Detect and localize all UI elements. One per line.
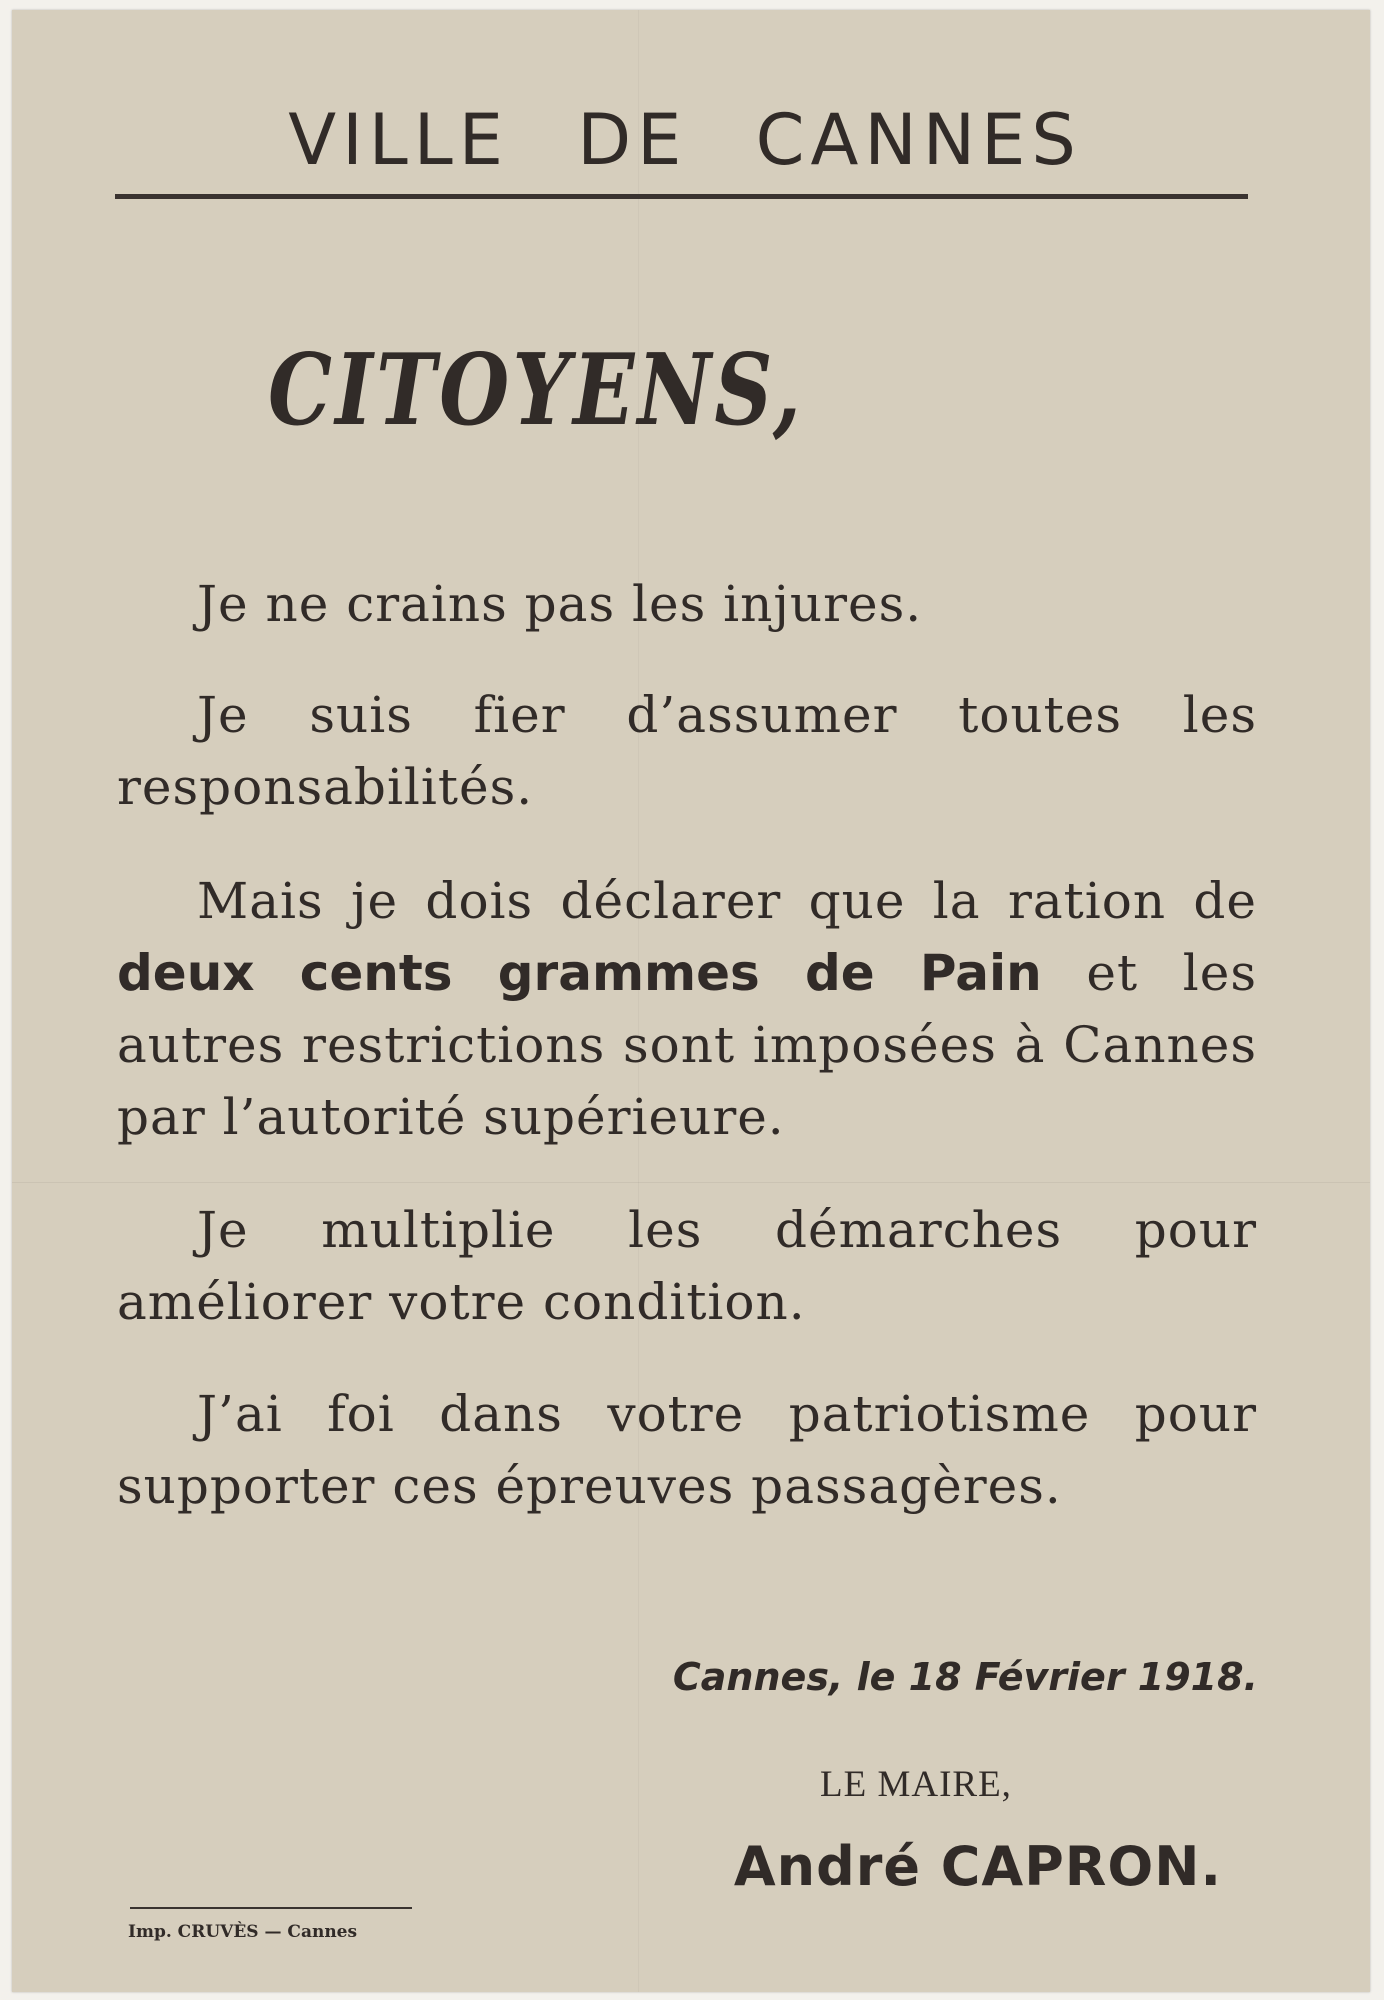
- paragraph-ration: [117, 865, 1257, 1153]
- printer-credit: Imp. CRUVÈS — Cannes: [128, 1922, 358, 1942]
- poster-header: VILLE DE CANNES: [288, 99, 1082, 181]
- paragraph-responsabilites: [117, 679, 1257, 823]
- paragraph-injures: [117, 568, 1257, 640]
- poster: [12, 10, 1370, 1992]
- signatory-name: André CAPRON.: [733, 1835, 1222, 1898]
- paragraph-ration-text-start: Mais je dois déclarer que la ration de: [197, 872, 1257, 930]
- paragraph-demarches: [117, 1194, 1257, 1338]
- paragraph-responsabilites-text: Je suis fier d’assumer toutes les responsabilités.: [117, 686, 1257, 816]
- signatory-title: LE MAIRE,: [820, 1764, 1012, 1805]
- paragraph-patriotisme: [117, 1378, 1257, 1522]
- paragraph-demarches-text: Je multiplie les démarches pour améliorer votre condition.: [117, 1201, 1257, 1331]
- bread-ration-emphasis: deux cents grammes de Pain: [117, 944, 1042, 1002]
- horizontal-fold-crease: [12, 1182, 1370, 1183]
- paragraph-injures-text: Je ne crains pas les injures.: [197, 575, 923, 633]
- greeting-heading: CITOYENS,: [268, 333, 805, 448]
- paragraph-patriotisme-text: J’ai foi dans votre patriotisme pour supporter ces épreuves passagères.: [117, 1385, 1257, 1515]
- paragraph-ration-text-end: et les autres restrictions sont imposées à Cannes par l’autorité supérieure.: [117, 944, 1257, 1146]
- header-rule: [115, 194, 1248, 199]
- dateline: Cannes, le 18 Février 1918.: [672, 1655, 1258, 1699]
- printer-rule: [130, 1907, 412, 1909]
